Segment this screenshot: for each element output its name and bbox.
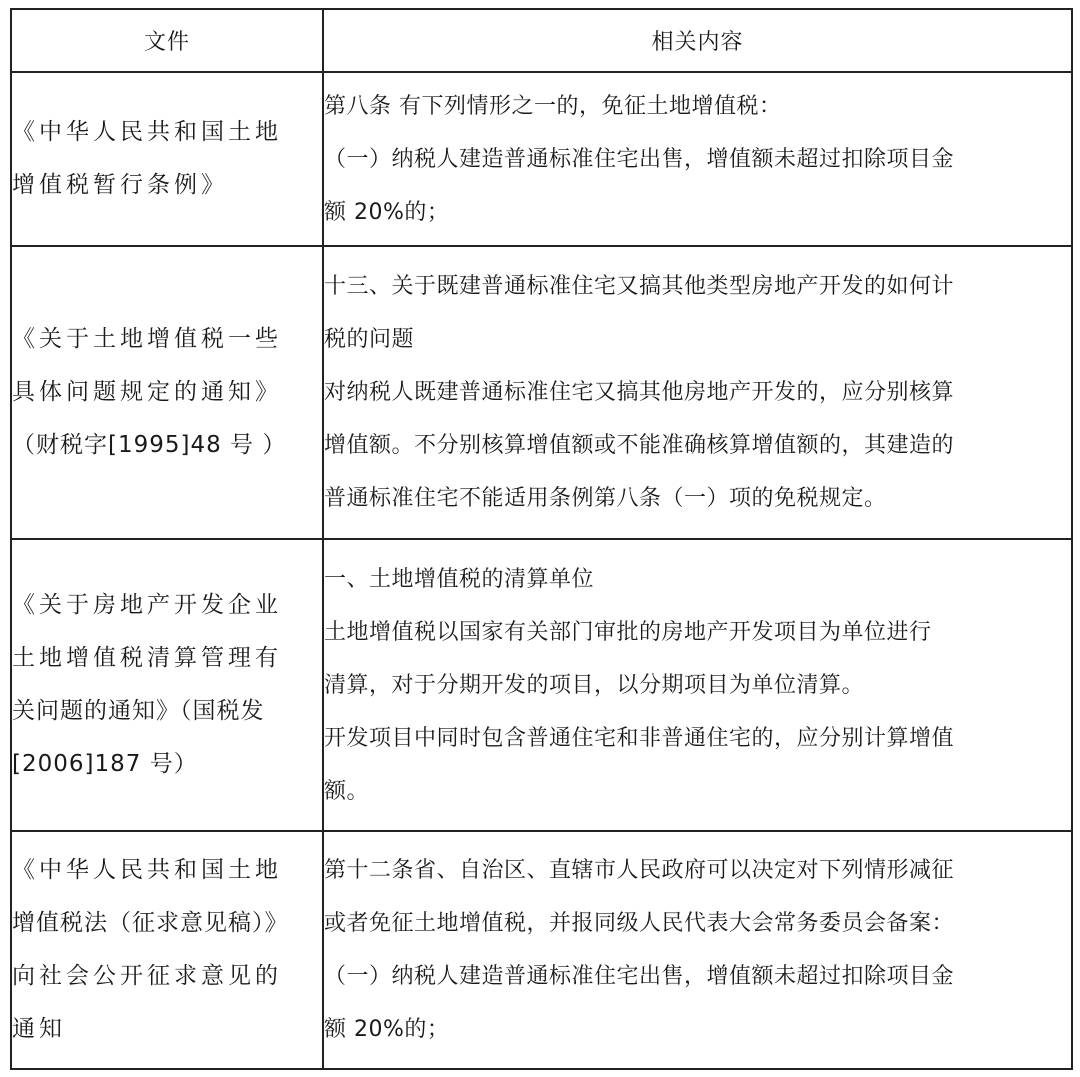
table-row bbox=[11, 831, 1072, 1069]
document-line: 《中华人民共和国土地 bbox=[12, 857, 282, 883]
content-cell bbox=[323, 831, 1072, 1069]
document-line: 具体问题规定的通知》 bbox=[12, 379, 282, 405]
document-cell bbox=[11, 72, 323, 246]
table-row bbox=[11, 246, 1072, 539]
document-cell bbox=[11, 539, 323, 831]
content-line: 额 20%的； bbox=[324, 1017, 450, 1042]
document-line: 增值税暂行条例》 bbox=[12, 172, 228, 198]
content-line: 税的问题 bbox=[324, 327, 415, 352]
content-line: 普通标准住宅不能适用条例第八条（一）项的免税规定。 bbox=[324, 486, 887, 511]
content-line: 清算，对于分期开发的项目，以分期项目为单位清算。 bbox=[324, 672, 865, 698]
content-line: 开发项目中同时包含普通住宅和非普通住宅的，应分别计算增值 bbox=[324, 725, 955, 751]
document-line: （财税字[1995]48 号 ） bbox=[12, 432, 287, 458]
document-cell bbox=[11, 246, 323, 539]
document-line: 向社会公开征求意见的 bbox=[12, 963, 282, 989]
tax-provisions-table bbox=[10, 8, 1073, 1070]
content-cell bbox=[323, 246, 1072, 539]
document-line: 通知 bbox=[12, 1016, 66, 1042]
table-row bbox=[11, 539, 1072, 831]
document-line: 土地增值税清算管理有 bbox=[12, 645, 282, 671]
header-content: 相关内容 bbox=[323, 9, 1072, 72]
content-line: 或者免征土地增值税，并报同级人民代表大会常务委员会备案： bbox=[324, 911, 955, 936]
header-document: 文件 bbox=[11, 9, 323, 72]
document-line: 《关于房地产开发企业 bbox=[12, 592, 282, 618]
content-line: （一）纳税人建造普通标准住宅出售，增值额未超过扣除项目金 bbox=[324, 964, 955, 989]
document-line: 《中华人民共和国土地 bbox=[12, 119, 282, 145]
content-line: 土地增值税以国家有关部门审批的房地产开发项目为单位进行 bbox=[324, 619, 932, 645]
content-line: 第八条 有下列情形之一的，免征土地增值税： bbox=[324, 93, 782, 119]
table-row bbox=[11, 72, 1072, 246]
content-line: （一）纳税人建造普通标准住宅出售，增值额未超过扣除项目金 bbox=[324, 146, 955, 172]
content-line: 一、土地增值税的清算单位 bbox=[324, 566, 595, 592]
content-cell bbox=[323, 72, 1072, 246]
content-line: 第十二条省、自治区、直辖市人民政府可以决定对下列情形减征 bbox=[324, 858, 955, 883]
content-line: 额。 bbox=[324, 778, 370, 804]
document-line: 关问题的通知》（国税发 bbox=[12, 698, 265, 724]
document-line: 《关于土地增值税一些 bbox=[12, 326, 282, 352]
content-cell bbox=[323, 539, 1072, 831]
content-line: 十三、关于既建普通标准住宅又搞其他类型房地产开发的如何计 bbox=[324, 274, 955, 299]
document-line: 增值税法（征求意见稿）》 bbox=[12, 910, 289, 936]
content-line: 对纳税人既建普通标准住宅又搞其他房地产开发的，应分别核算 bbox=[324, 380, 955, 405]
document-cell bbox=[11, 831, 323, 1069]
table-header-row bbox=[11, 9, 1072, 72]
content-line: 额 20%的； bbox=[324, 199, 450, 225]
content-line: 增值额。不分别核算增值额或不能准确核算增值额的，其建造的 bbox=[324, 433, 955, 458]
document-line: [2006]187 号） bbox=[12, 751, 198, 777]
